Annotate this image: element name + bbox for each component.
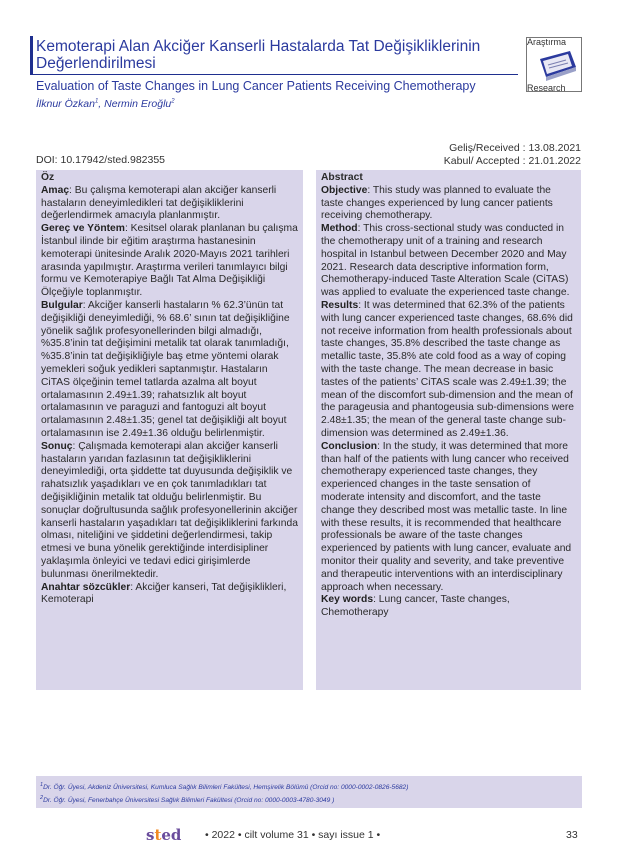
footnote-text: Dr. Öğr. Üyesi, Fenerbahçe Üniversitesi Sağlık Bilimleri Fakültesi (Orcid no: 0000-0003-4780-3049 ) (43, 797, 335, 805)
badge-label-turkish: Araştırma (527, 37, 567, 47)
turkish-abstract-box (36, 170, 303, 690)
abstract-heading: Öz (41, 172, 55, 183)
issue-info: • 2022 • cilt volume 31 • sayı issue 1 • (205, 829, 381, 841)
accepted-date: Kabul/ Accepted : 21.01.2022 (443, 155, 581, 167)
section-method (321, 223, 576, 300)
section-label: Results (321, 299, 359, 311)
section-label: Method (321, 223, 358, 235)
author-affiliation-mark: 2 (171, 98, 175, 105)
section-label: Anahtar sözcükler (41, 581, 131, 593)
section-label: Key words (321, 594, 374, 606)
abstract-heading: Abstract (321, 172, 363, 183)
section-keywords (321, 594, 576, 620)
section-keywords (41, 582, 298, 608)
section-label: Bulgular (41, 299, 83, 311)
section-text: : It was determined that 62.3% of the patients with lung cancer experienced taste changes, 68.6% did not receive information from health professionals about taste changes, 35.8% described the taste change as metallic taste, 35.8% ate cold food as a way of coping with the taste change. The mean decrease in basic tastes of the patients’ CiTAS scale was 2.49±1.39; the mean of the discomfort sub-dimension and the mean of the parageusia and phantogeusia sub-dimensions were 2.48±1.35; the mean of the general taste change sub-dimension was determined as 2.49±1.36. (321, 299, 575, 439)
received-date: Geliş/Received : 13.08.2021 (449, 142, 581, 154)
author-separator: , (98, 98, 105, 110)
footnote-text: Dr. Öğr. Üyesi, Akdeniz Üniversitesi, Kumluca Sağlık Bilimleri Fakültesi, Hemşirelik Bölümü (Orcid no: 0000-0002-0826-5682) (43, 784, 409, 792)
section-method (41, 223, 298, 300)
submission-dates (444, 142, 581, 168)
section-label: Conclusion (321, 440, 378, 452)
section-label: Amaç (41, 184, 70, 196)
section-text: : This study was planned to evaluate the taste changes experienced by lung cancer patients receiving chemotherapy. (321, 184, 553, 222)
logo-part: s (146, 826, 155, 844)
section-aim (41, 185, 298, 223)
section-text: : This cross-sectional study was conducted in the chemotherapy unit of a training and research hospital in Istanbul between December 2020 and May 2021. Research data descriptive information form, Chemotherapy-induced Taste Alteration Scale (CiTAS) was applied to evaluate the experienced taste change. (321, 223, 570, 299)
section-text: : Bu çalışma kemoterapi alan akciğer kanserli hastaların deneyimledikleri tat değişikliklerini değerlendirmek amacıyla planlanmıştır. (41, 184, 277, 222)
page-number: 33 (566, 829, 578, 841)
badge-label-english: Research (527, 83, 566, 93)
article-title-english: Evaluation of Taste Changes in Lung Cancer Patients Receiving Chemotherapy (36, 79, 476, 93)
section-objective (321, 185, 576, 223)
author-name: İlknur Özkan (36, 98, 95, 110)
english-abstract-box (316, 170, 581, 690)
author-line (36, 98, 175, 110)
section-text: : Akciğer kanserli hastaların % 62.3’ünün tat değişikliği deneyimlediği, % 68.6’ sının tat değişikliğine yönelik sağlık profesyonellerinden bilgi almadığı, %35.8’inin tat değişimini metalik tat olarak tanımladığı, %35.8’inin tat değişikliğiyle baş etme yöntemi olarak yemekleri soğuk yedikleri saptanmıştır. Hastaların CiTAS ölçeğinin temel tatlarda azalma alt boyut ortalamasının 2.49±1.39; rahatsızlık alt boyut ortalamasının ve paraguzi and fantoguzi alt boyut ortalamasının 2.48±1.35; genel tat değişikliği alt boyut ortalamasının ise 2.49±1.36 olduğu belirlenmiştir. (41, 299, 290, 439)
section-label: Objective (321, 184, 368, 196)
section-text: : Kesitsel olarak planlanan bu çalışma İstanbul ilinde bir eğitim araştırma hastanesinin kemoterapi ünitesinde Aralık 2020-Mayıs 2021 tarihleri arasında yapılmıştır. Araştırma verileri tanımlayıcı bilgi formu ve Kemoterapiye Bağlı Tat Alma Değişikliği Ölçeğiyle toplanmıştır. (41, 223, 298, 299)
section-text: : In the study, it was determined that more than half of the patients with lung cancer who received chemotherapy experienced taste changes, they experienced changes in the taste sensation of moderate intensity and discomfort, and the taste change they described most was metallic taste. In line with these results, it is recommended that healthcare professionals be aware of the taste changes experienced by patients with lung cancer, evaluate and monitor their quality and severity, and take preventive and therapeutic interventions with an interdisciplinary approach when necessary. (321, 440, 572, 593)
section-text: : Çalışmada kemoterapi alan akciğer kanserli hastaların yarıdan fazlasının tat değişikliklerini deneyimlediği, orta şiddette tat duyusunda değişiklik ve rahatsızlık yaşadıkları ve en çok tanımladıkları tat değişikliğinin metalik tat olduğu belirlenmiştir. Bu sonuçlar doğrultusunda sağlık profesyonellerinin akciğer kanserli hastaların yaşadıkları tat değişikliklerini farkında olması, niteliğini ve şiddetini değerlendirmesi, takip etmesi ve buna yönelik gerektiğinde interdisipliner yaklaşımla önleyici ve tedavi edici girişimlerde bulunması önerilmektedir. (41, 440, 298, 580)
doi: DOI: 10.17942/sted.982355 (36, 154, 166, 166)
footnote (40, 793, 578, 806)
section-label: Sonuç (41, 440, 73, 452)
author-name: Nermin Eroğlu (104, 98, 172, 110)
affiliation-footnotes (36, 776, 582, 808)
logo-part: ed (161, 826, 182, 844)
section-text: : Lung cancer, Taste changes, Chemotherapy (321, 594, 510, 619)
section-text: : Akciğer kanseri, Tat değişiklikleri, Kemoterapi (41, 581, 287, 606)
section-results (321, 300, 576, 441)
article-title-turkish: Kemoterapi Alan Akciğer Kanserli Hastalarda Tat Değişikliklerinin Değerlendirilmesi (36, 38, 481, 72)
journal-logo (146, 826, 181, 844)
section-label: Gereç ve Yöntem (41, 223, 125, 235)
section-conclusion (321, 441, 576, 595)
section-conclusion (41, 441, 298, 582)
footnote (40, 780, 578, 793)
footnote-mark: 2 (40, 795, 44, 802)
logo-part: t (154, 826, 162, 844)
footnote-mark: 1 (40, 782, 44, 788)
author-affiliation-mark: 1 (94, 98, 99, 105)
section-results (41, 300, 298, 441)
